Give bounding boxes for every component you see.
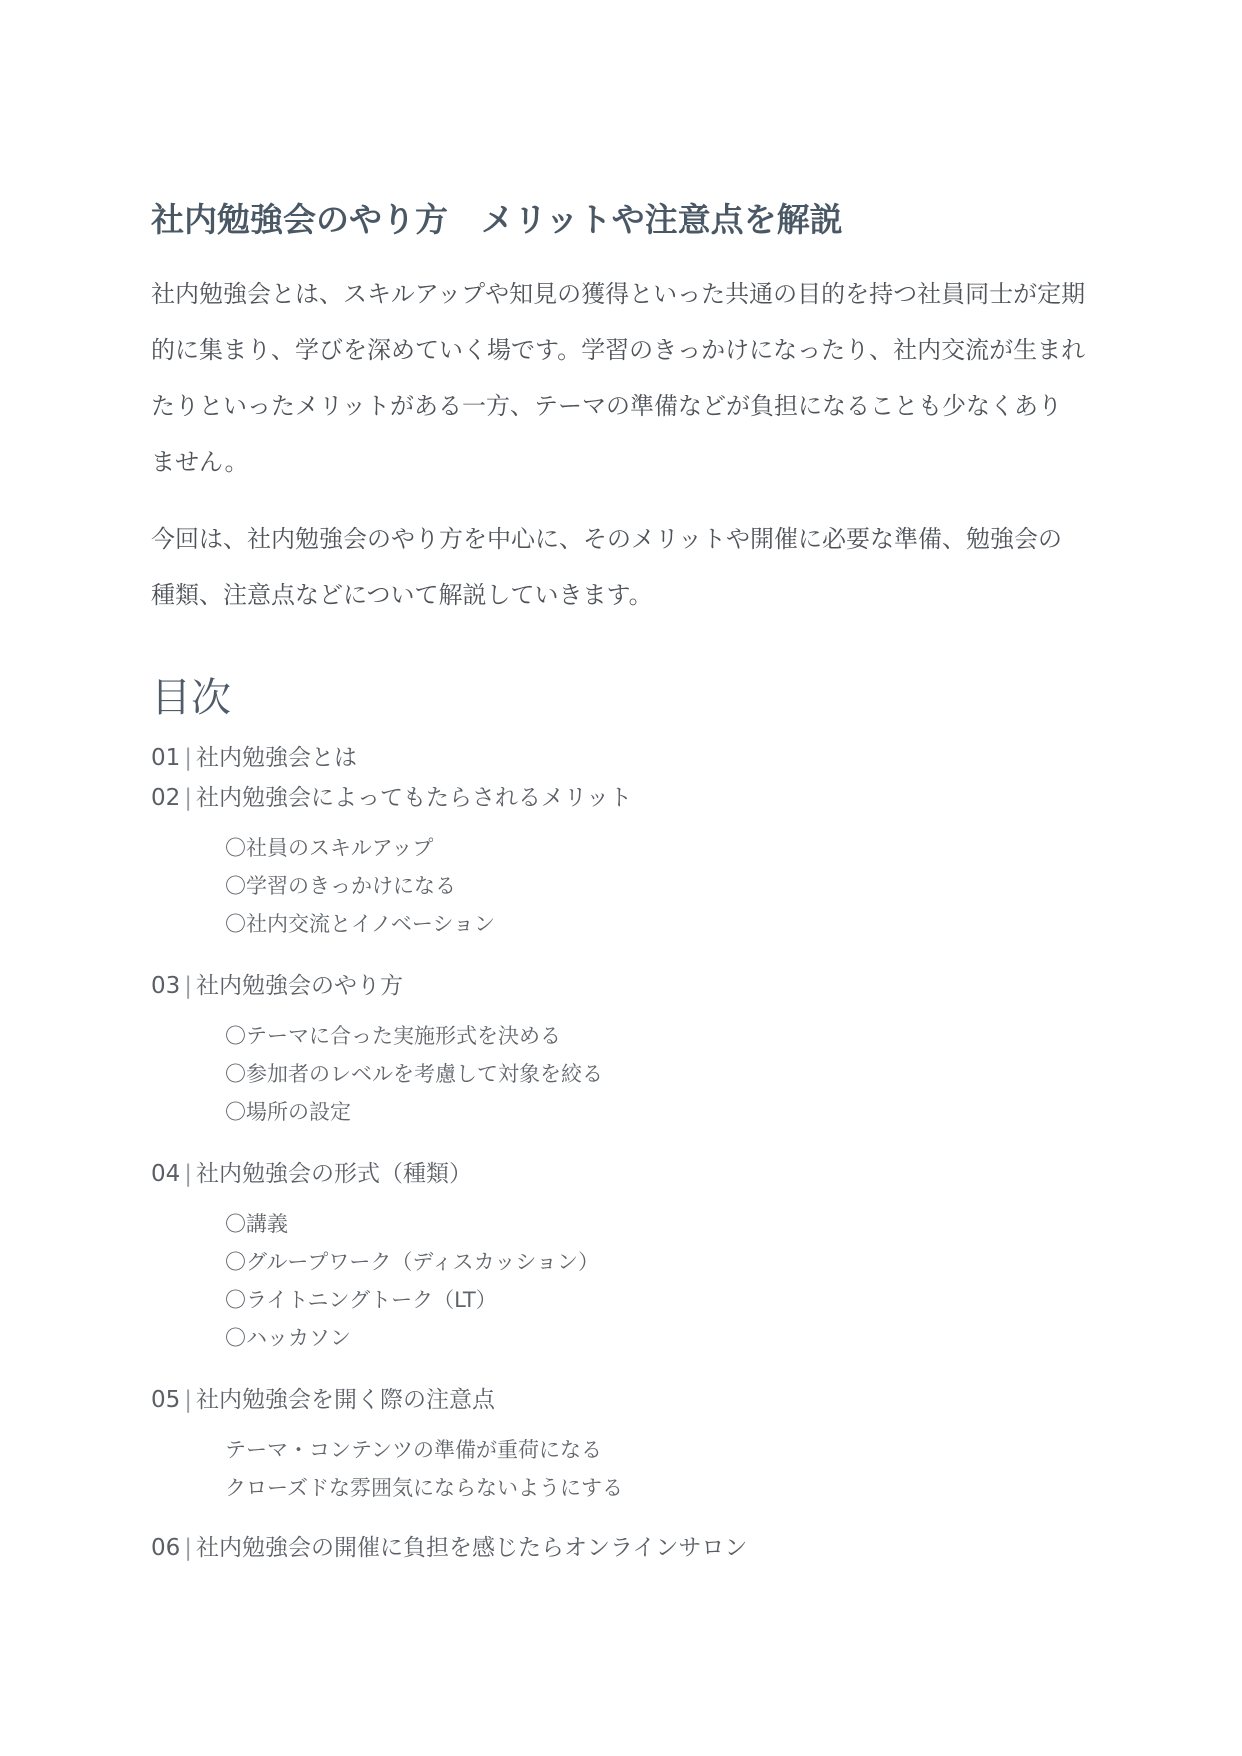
toc-section-label: 社内勉強会とは	[196, 745, 358, 771]
toc-subitem[interactable]: 〇学習のきっかけになる	[225, 874, 456, 898]
toc-subitem[interactable]: 〇社員のスキルアップ	[225, 836, 434, 860]
toc-section-02[interactable]	[151, 780, 632, 816]
toc-separator: |	[184, 745, 193, 771]
toc-heading: 目次	[151, 675, 231, 721]
toc-separator: |	[184, 1535, 193, 1561]
toc-subitem[interactable]: 〇講義	[225, 1212, 288, 1236]
toc-separator: |	[184, 785, 193, 811]
intro-paragraph-2: 今回は、社内勉強会のやり方を中心に、そのメリットや開催に必要な準備、勉強会の種類、注意点などについて解説していきます。	[151, 525, 1063, 609]
toc-section-number: 04	[151, 1161, 181, 1187]
toc-section-label: 社内勉強会の開催に負担を感じたらオンラインサロン	[196, 1535, 748, 1561]
toc-section-number: 01	[151, 745, 181, 771]
toc-section-number: 03	[151, 973, 181, 999]
intro-paragraph-1: 社内勉強会とは、スキルアップや知見の獲得といった共通の目的を持つ社員同士が定期的に集まり、学びを深めていく場です。学習のきっかけになったり、社内交流が生まれたりといったメリットがある一方、テーマの準備などが負担になることも少なくありません。	[151, 280, 1086, 476]
toc-section-03[interactable]	[151, 968, 403, 1004]
toc-separator: |	[184, 1161, 193, 1187]
toc-section-number: 06	[151, 1535, 181, 1561]
toc-subitem[interactable]: 〇参加者のレベルを考慮して対象を絞る	[225, 1062, 603, 1086]
page-title: 社内勉強会のやり方 メリットや注意点を解説	[151, 200, 843, 239]
toc-section-04[interactable]	[151, 1156, 472, 1192]
toc-subitem[interactable]: テーマ・コンテンツの準備が重荷になる	[225, 1438, 602, 1462]
toc-section-label: 社内勉強会のやり方	[196, 973, 404, 999]
toc-subitem[interactable]: 〇テーマに合った実施形式を決める	[225, 1024, 561, 1048]
toc-separator: |	[184, 1387, 193, 1413]
toc-section-number: 05	[151, 1387, 181, 1413]
toc-section-06[interactable]	[151, 1530, 747, 1566]
toc-subitem[interactable]: 〇場所の設定	[225, 1100, 351, 1124]
toc-subitem[interactable]: 〇ハッカソン	[225, 1326, 351, 1350]
toc-subitem[interactable]: 〇グループワーク（ディスカッション）	[225, 1250, 600, 1274]
toc-section-label: 社内勉強会の形式（種類）	[196, 1161, 473, 1187]
toc-section-label: 社内勉強会によってもたらされるメリット	[196, 785, 633, 811]
toc-section-05[interactable]	[151, 1382, 495, 1418]
toc-subitem[interactable]: クローズドな雰囲気にならないようにする	[225, 1476, 623, 1500]
toc-section-number: 02	[151, 785, 181, 811]
toc-section-label: 社内勉強会を開く際の注意点	[196, 1387, 496, 1413]
toc-section-01[interactable]	[151, 740, 357, 776]
toc-subitem[interactable]: 〇社内交流とイノベーション	[225, 912, 496, 936]
toc-subitem[interactable]: 〇ライトニングトーク（LT）	[225, 1288, 497, 1312]
toc-separator: |	[184, 973, 193, 999]
